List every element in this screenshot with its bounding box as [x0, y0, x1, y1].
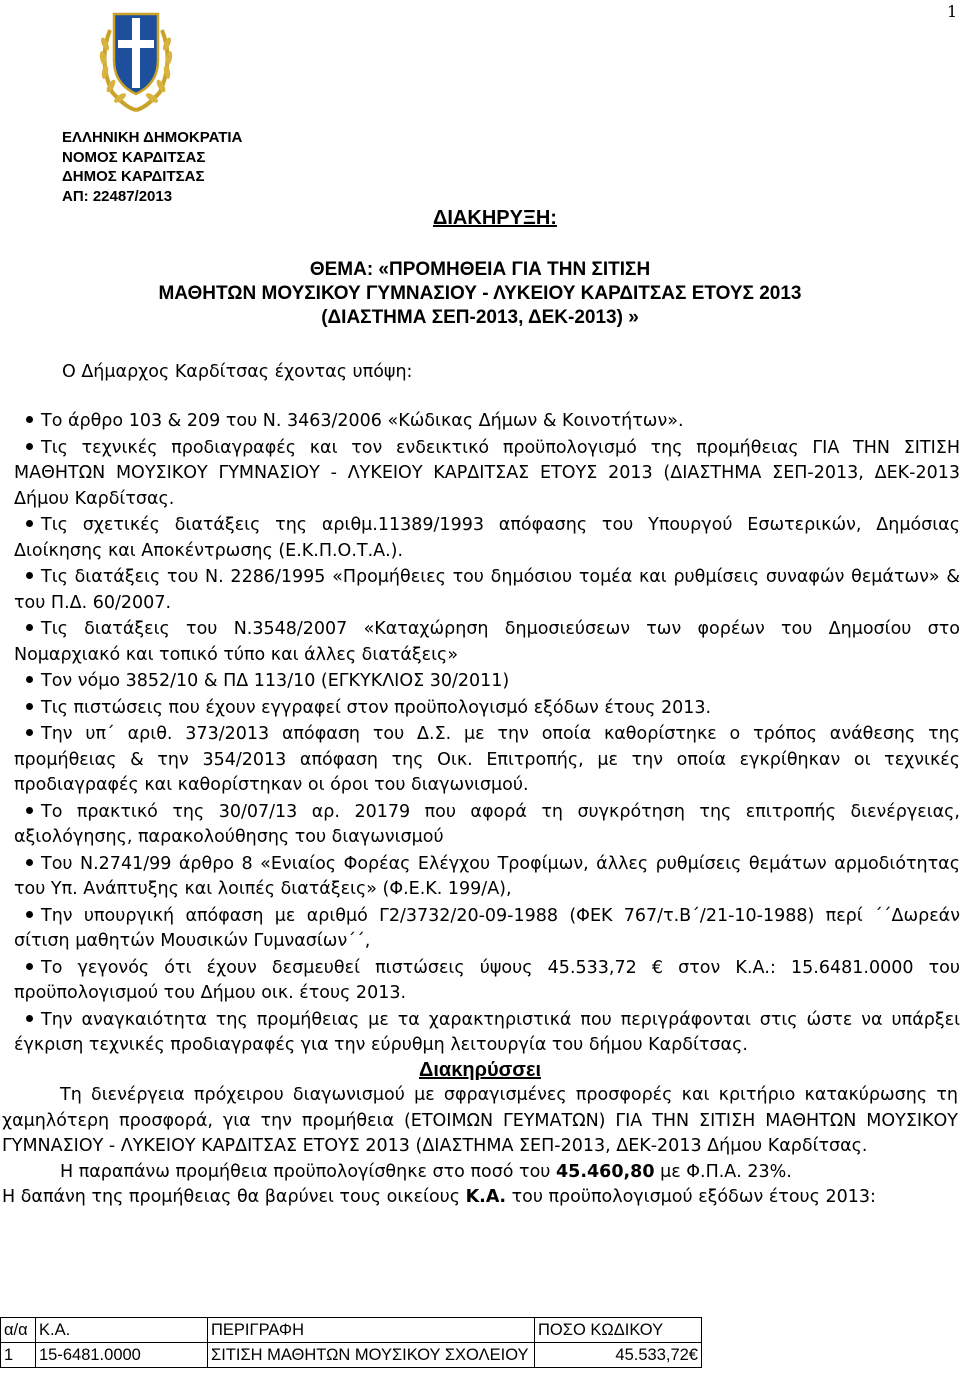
header-line: ΝΟΜΟΣ ΚΑΡΔΙΤΣΑΣ	[62, 148, 206, 166]
table-header-row	[1, 1318, 702, 1343]
subject-block	[0, 258, 960, 330]
bullet-icon	[26, 572, 33, 579]
expense-paragraph: Η δαπάνη της προμήθειας θα βαρύνει τους οικείους Κ.Α. του προϋπολογισμού εξόδων έτους 2013:	[2, 1187, 876, 1207]
bullet-icon	[26, 1015, 33, 1022]
list-item: Την υπουργική απόφαση με αριθμό Γ2/3732/20-09-1988 (ΦΕΚ 767/τ.Β΄/21-10-1988) περί ΄΄Δωρεάν σίτιση μαθητών Μουσικών Γυμνασίων΄΄,	[14, 905, 960, 951]
list-item: Τις σχετικές διατάξεις της αριθμ.11389/1993 απόφασης του Υπουργού Εσωτερικών, Δημόσιας Διοίκησης και Αποκέντρωσης (Ε.Κ.Π.Ο.Τ.Α.).	[14, 515, 960, 561]
subject-line: (ΔΙΑΣΤΗΜΑ ΣΕΠ-2013, ΔΕΚ-2013) »	[321, 307, 639, 328]
declaration-body	[2, 1083, 958, 1211]
bullet-icon	[26, 520, 33, 527]
ka-label: Κ.Α.	[465, 1187, 507, 1207]
list-item: Το άρθρο 103 & 209 του Ν. 3463/2006 «Κώδικας Δήμων & Κοινοτήτων».	[14, 409, 960, 435]
list-item: Την αναγκαιότητα της προμήθειας με τα χαρακτηριστικά που περιγράφονται στις ώστε να υπάρξει έγκριση τεχνικές προδιαγραφές για την εύρυθμη λειτουργία του δήμου Καρδίτσας.	[14, 1009, 960, 1055]
mayor-intro: Ο Δήμαρχος Καρδίτσας έχοντας υπόψη:	[62, 362, 413, 382]
protocol-number: ΑΠ: 22487/2013	[62, 187, 173, 205]
list-item: Την υπ΄ αριθ. 373/2013 απόφαση του Δ.Σ. με την οποία καθορίστηκε ο τρόπος ανάθεσης της προμήθειας & την 354/2013 απόφαση της Οικ. Επιτροπής, με την οποία εγκρίθηκαν οι τεχνικές προδιαγραφές και καθορίστηκαν οι όροι του διαγωνισμού.	[14, 724, 960, 795]
header-line: ΕΛΛΗΝΙΚΗ ΔΗΜΟΚΡΑΤΙΑ	[62, 129, 243, 146]
column-header: α/α	[1, 1318, 36, 1343]
announcement-title: ΔΙΑΚΗΡΥΞΗ:	[433, 207, 557, 229]
subject-line: ΜΑΘΗΤΩΝ ΜΟΥΣΙΚΟΥ ΓΥΜΝΑΣΙΟΥ - ΛΥΚΕΙΟΥ ΚΑΡΔΙΤΣΑΣ ΕΤΟΥΣ 2013	[158, 283, 802, 304]
table-cell: 45.533,72€	[535, 1343, 702, 1368]
column-header: Κ.Α.	[36, 1318, 208, 1343]
list-item: Του Ν.2741/99 άρθρο 8 «Ενιαίος Φορέας Ελέγχου Τροφίμων, άλλες ρυθμίσεις θεμάτων αρμοδιότητας του Υπ. Ανάπτυξης και λοιπές διατάξεις» (Φ.Ε.Κ. 199/Α),	[14, 853, 960, 899]
bullet-icon	[26, 859, 33, 866]
table-cell: 1	[1, 1343, 36, 1368]
budget-amount: 45.460,80	[555, 1161, 655, 1182]
declaration-paragraph: Τη διενέργεια πρόχειρου διαγωνισμού με σφραγισμένες προσφορές και κριτήριο κατακύρωσης τη χαμηλότερη προσφορά, για την προμήθεια (ΕΤΟΙΜΩΝ ΓΕΥΜΑΤΩΝ) ΓΙΑ ΤΗΝ ΣΙΤΙΣΗ ΜΑΘΗΤΩΝ ΜΟΥΣΙΚΟΥ ΓΥΜΝΑΣΙΟΥ - ΛΥΚΕΙΟΥ ΚΑΡΔΙΤΣΑΣ ΕΤΟΥΣ 2013 (ΔΙΑΣΤΗΜΑ ΣΕΠ-2013, ΔΕΚ-2013 Δήμου Καρδίτσας.	[2, 1085, 958, 1156]
list-item: Τις διατάξεις του Ν. 2286/1995 «Προμήθειες του δημόσιου τομέα και ρυθμίσεις συναφών θεμάτων» & του Π.Δ. 60/2007.	[14, 567, 960, 613]
considerations-list	[14, 409, 960, 1060]
bullet-icon	[26, 416, 33, 423]
bullet-icon	[26, 729, 33, 736]
header-line: ΔΗΜΟΣ ΚΑΡΔΙΤΣΑΣ	[62, 168, 205, 185]
column-header: ΠΟΣΟ ΚΩΔΙΚΟΥ	[535, 1318, 702, 1343]
list-item: Τις τεχνικές προδιαγραφές και τον ενδεικτικό προϋπολογισμό της προμήθειας ΓΙΑ ΤΗΝ ΣΙΤΙΣΗ ΜΑΘΗΤΩΝ ΜΟΥΣΙΚΟΥ ΓΥΜΝΑΣΙΟΥ - ΛΥΚΕΙΟΥ ΚΑΡΔΙΤΣΑΣ ΕΤΟΥΣ 2013 (ΔΙΑΣΤΗΜΑ ΣΕΠ-2013, ΔΕΚ-2013 Δήμου Καρδίτσας.	[14, 437, 960, 509]
declares-title: Διακηρύσσει	[418, 1059, 542, 1081]
greek-coat-of-arms-icon	[90, 0, 182, 114]
bullet-icon	[26, 624, 33, 631]
bullet-icon	[26, 807, 33, 814]
table-cell: 15-6481.0000	[36, 1343, 208, 1368]
subject-line: ΘΕΜΑ: «ΠΡΟΜΗΘΕΙΑ ΓΙΑ ΤΗΝ ΣΙΤΙΣΗ	[309, 259, 651, 280]
list-item: Τις διατάξεις του Ν.3548/2007 «Καταχώρηση δημοσιεύσεων των φορέων του Δημοσίου στο Νομαρχιακό και τοπικό τύπο και άλλες διατάξεις»	[14, 619, 960, 665]
list-item: Τον νόμο 3852/10 & ΠΔ 113/10 (ΕΓΚΥΚΛΙΟΣ 30/2011)	[14, 669, 960, 695]
budget-paragraph: Η παραπάνω προμήθεια προϋπολογίσθηκε στο ποσό του 45.460,80 με Φ.Π.Α. 23%.	[60, 1161, 792, 1182]
table-row	[1, 1343, 702, 1368]
bullet-icon	[26, 703, 33, 710]
page-number: 1	[947, 2, 958, 21]
list-item: Τις πιστώσεις που έχουν εγγραφεί στον προϋπολογισμό εξόδων έτους 2013.	[14, 696, 960, 722]
bullet-icon	[26, 911, 33, 918]
budget-table	[0, 1317, 702, 1368]
list-item: Το πρακτικό της 30/07/13 αρ. 20179 που αφορά τη συγκρότηση της επιτροπής διενέργειας, αξιολόγησης, παρακολούθησης του διαγωνισμού	[14, 801, 960, 847]
column-header: ΠΕΡΙΓΡΑΦΗ	[208, 1318, 535, 1343]
bullet-icon	[26, 676, 33, 683]
bullet-icon	[26, 963, 33, 970]
bullet-icon	[26, 443, 33, 450]
table-cell: ΣΙΤΙΣΗ ΜΑΘΗΤΩΝ ΜΟΥΣΙΚΟΥ ΣΧΟΛΕΙΟΥ	[208, 1343, 535, 1368]
issuer-header	[62, 128, 242, 206]
list-item: Το γεγονός ότι έχουν δεσμευθεί πιστώσεις ύψους 45.533,72 € στον Κ.Α.: 15.6481.0000 του προϋπολογισμού του Δήμου οικ. έτους 2013.	[14, 957, 960, 1003]
